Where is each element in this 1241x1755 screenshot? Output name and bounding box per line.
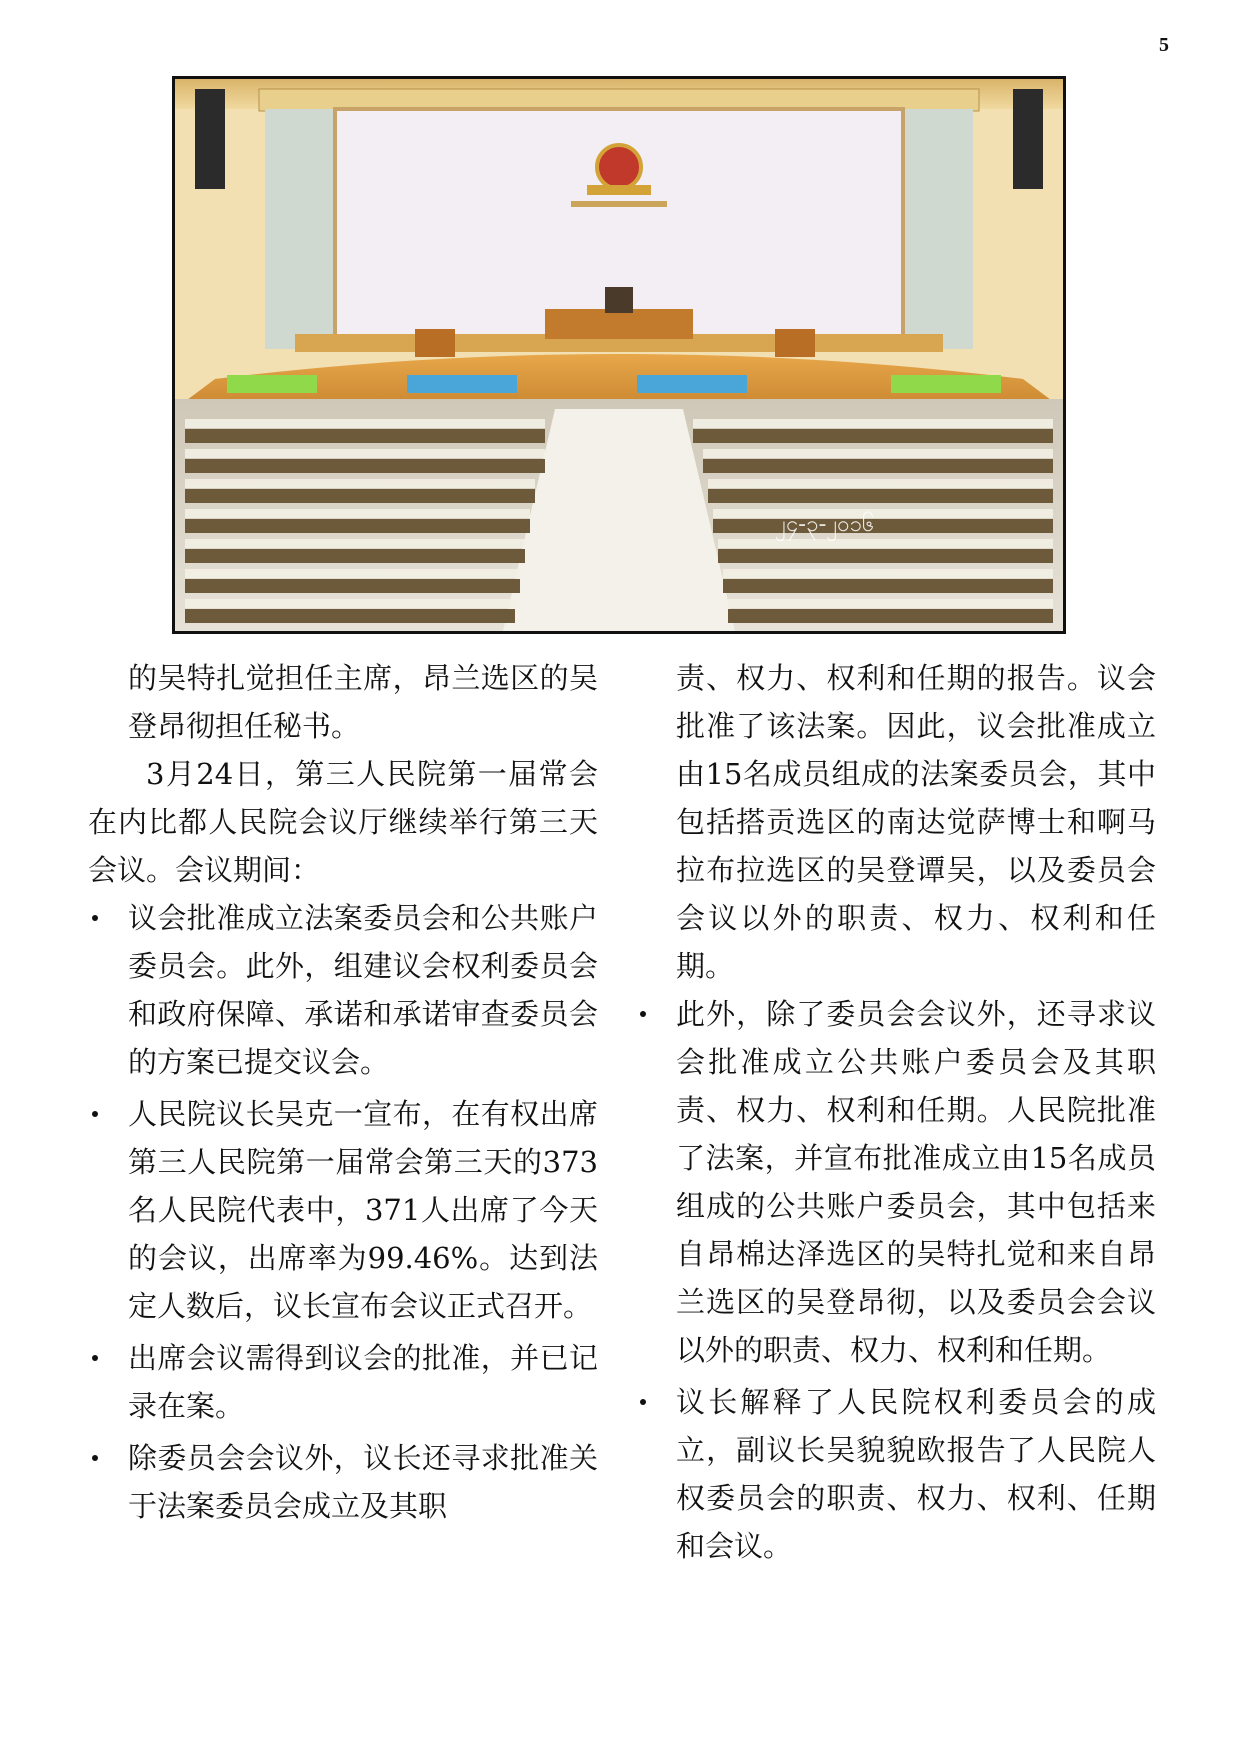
bullet-icon bbox=[640, 1399, 646, 1405]
right-continuation-paragraph: 责、权力、权利和任期的报告。议会批准了该法案。因此，议会批准成立由15名成员组成的法案委员会，其中包括搭贡选区的南达觉萨博士和啊马拉布拉选区的吴登谭吴，以及委员会会议以外的职责、权力、权利和任期。 bbox=[676, 661, 1156, 983]
bullet-icon bbox=[92, 1355, 98, 1361]
bullet-icon bbox=[640, 1011, 646, 1017]
list-item: 出席会议需得到议会的批准，并已记录在案。 bbox=[88, 1334, 598, 1430]
left-bullet-list bbox=[88, 894, 598, 1530]
bullet-icon bbox=[92, 915, 98, 921]
session-intro-paragraph: 3月24日，第三人民院第一届常会在内比都人民院会议厅继续举行第三天会议。会议期间： bbox=[88, 757, 598, 887]
right-column bbox=[636, 654, 1156, 1574]
parliament-hall-photo bbox=[172, 76, 1066, 634]
bullet-icon bbox=[92, 1111, 98, 1117]
list-item: 除委员会会议外，议长还寻求批准关于法案委员会成立及其职 bbox=[88, 1434, 598, 1530]
list-item: 议长解释了人民院权利委员会的成立，副议长吴貌貌欧报告了人民院人权委员会的职责、权力、权利、任期和会议。 bbox=[636, 1378, 1156, 1570]
list-item: 人民院议长吴克一宣布，在有权出席第三人民院第一届常会第三天的373名人民院代表中，371人出席了今天的会议，出席率为99.46%。达到法定人数后，议长宣布会议正式召开。 bbox=[88, 1090, 598, 1330]
page-number: 5 bbox=[1159, 34, 1169, 56]
left-continuation-paragraph: 的吴特扎觉担任主席，昂兰选区的吴登昂彻担任秘书。 bbox=[128, 661, 598, 743]
bullet-icon bbox=[92, 1455, 98, 1461]
list-item: 议会批准成立法案委员会和公共账户委员会。此外，组建议会权利委员会和政府保障、承诺和承诺审查委员会的方案已提交议会。 bbox=[88, 894, 598, 1086]
parliament-hall-illustration bbox=[175, 79, 1063, 631]
list-item: 此外，除了委员会会议外，还寻求议会批准成立公共账户委员会及其职责、权力、权利和任期。人民院批准了法案，并宣布批准成立由15名成员组成的公共账户委员会，其中包括来自昂棉达泽选区的吴特扎觉和来自昂兰选区的吴登昂彻，以及委员会会议以外的职责、权力、权利和任期。 bbox=[636, 990, 1156, 1374]
left-column bbox=[88, 654, 598, 1534]
right-bullet-list bbox=[636, 990, 1156, 1570]
photo-date-overlay: ၂၄-၃-၂၀၁၆ bbox=[775, 512, 875, 537]
